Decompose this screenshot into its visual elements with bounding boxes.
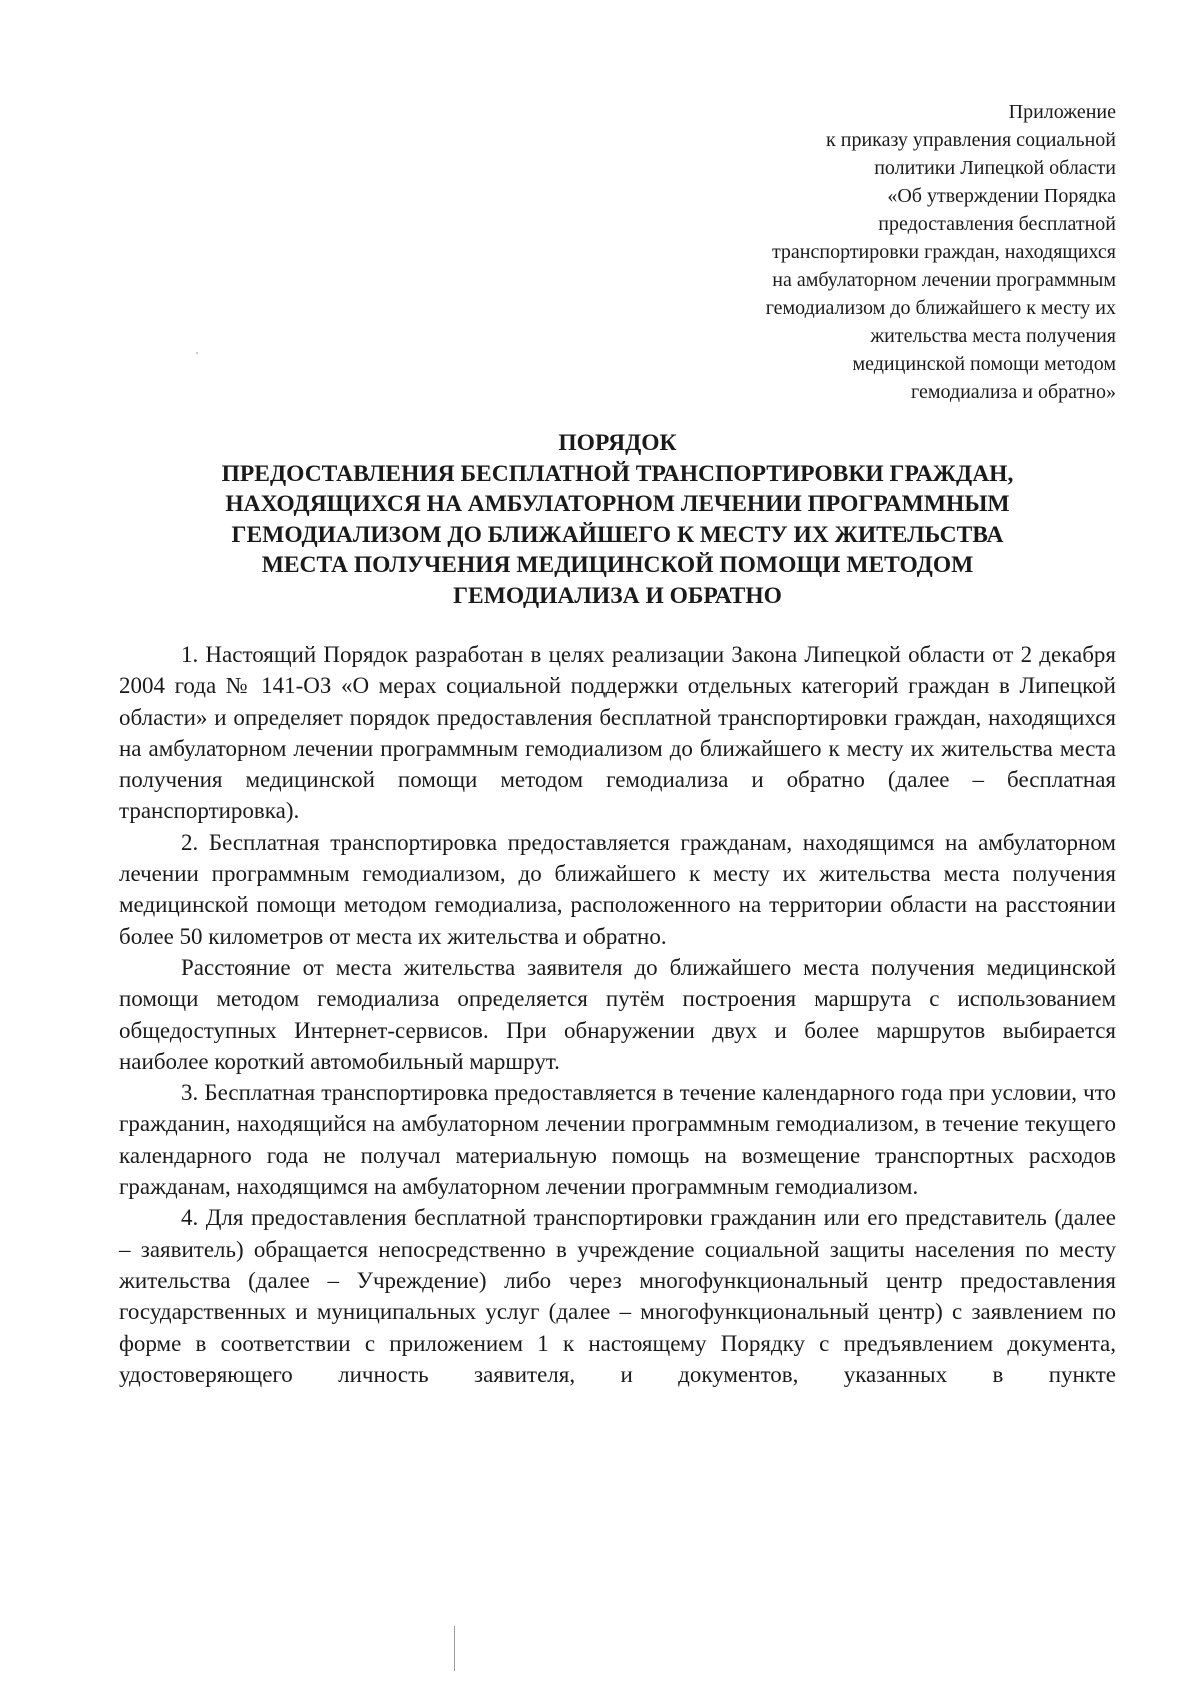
- appendix-line: транспортировки граждан, находящихся: [771, 241, 1116, 263]
- paragraph-2-distance: Расстояние от места жительства заявителя до ближайшего места получения медицинской помощи методом гемодиализа определяется путём построения маршрута с использованием общедоступных Интернет-сервисов. При обнаружении двух и более маршрутов выбирается наиболее короткий автомобильный маршрут.: [119, 954, 1116, 1074]
- paragraph-1: 1. Настоящий Порядок разработан в целях реализации Закона Липецкой области от 2 декабря 2004 года № 141-ОЗ «О мерах социальной поддержки отдельных категорий граждан в Липецкой области» и определяет порядок предоставления бесплатной транспортировки граждан, находящихся на амбулаторном лечении программным гемодиализом до ближайшего к месту их жительства места получения медицинской помощи методом гемодиализа и обратно (далее – бесплатная транспортировка).: [119, 642, 1116, 824]
- title-line: ПРЕДОСТАВЛЕНИЯ БЕСПЛАТНОЙ ТРАНСПОРТИРОВКИ ГРАЖДАН,: [221, 460, 1014, 487]
- appendix-line: медицинской помощи методом: [852, 353, 1116, 375]
- scan-gutter-mark: [454, 1626, 455, 1671]
- appendix-line: на амбулаторном лечении программным: [772, 269, 1116, 291]
- appendix-line: к приказу управления социальной: [826, 129, 1116, 151]
- title-line: МЕСТА ПОЛУЧЕНИЯ МЕДИЦИНСКОЙ ПОМОЩИ МЕТОДОМ: [261, 552, 974, 578]
- appendix-line: жительства места получения: [870, 325, 1116, 347]
- title-line: ПОРЯДОК: [558, 430, 677, 456]
- scan-speck: [196, 352, 198, 354]
- paragraph-3: 3. Бесплатная транспортировка предоставляется в течение календарного года при условии, что гражданин, находящийся на амбулаторном лечении программным гемодиализом, в течение текущего календарного года не получал материальную помощь на возмещение транспортных расходов гражданам, находящимся на амбулаторном лечении программным гемодиализом.: [119, 1080, 1116, 1200]
- document-title: [119, 428, 1116, 611]
- appendix-line: политики Липецкой области: [874, 157, 1116, 179]
- appendix-line: гемодиализа и обратно»: [911, 381, 1116, 403]
- appendix-reference: [656, 98, 1116, 406]
- appendix-line: «Об утверждении Порядка: [887, 185, 1116, 207]
- title-line: НАХОДЯЩИХСЯ НА АМБУЛАТОРНОМ ЛЕЧЕНИИ ПРОГРАММНЫМ: [225, 491, 1010, 517]
- paragraph-2: 2. Бесплатная транспортировка предоставляется гражданам, находящимся на амбулаторном лечении программным гемодиализом, до ближайшего к месту их жительства места получения медицинской помощи методом гемодиализа, расположенного на территории области на расстоянии более 50 километров от места их жительства и обратно.: [119, 829, 1116, 949]
- paragraph-4: 4. Для предоставления бесплатной транспортировки гражданин или его представитель (далее – заявитель) обращается непосредственно в учреждение социальной защиты населения по месту жительства (далее – Учреждение) либо через многофункциональный центр предоставления государственных и муниципальных услуг (далее – многофункциональный центр) с заявлением по форме в соответствии с приложением 1 к настоящему Порядку с предъявлением документа, удостоверяющего личность заявителя, и документов, указанных в пункте: [119, 1205, 1116, 1387]
- appendix-line: гемодиализом до ближайшего к месту их: [765, 297, 1116, 319]
- title-line: ГЕМОДИАЛИЗА И ОБРАТНО: [453, 582, 782, 609]
- appendix-line: предоставления бесплатной: [878, 213, 1116, 235]
- title-line: ГЕМОДИАЛИЗОМ ДО БЛИЖАЙШЕГО К МЕСТУ ИХ ЖИТЕЛЬСТВА: [231, 521, 1004, 548]
- document-body: [119, 639, 1116, 1390]
- appendix-line: Приложение: [1008, 101, 1116, 123]
